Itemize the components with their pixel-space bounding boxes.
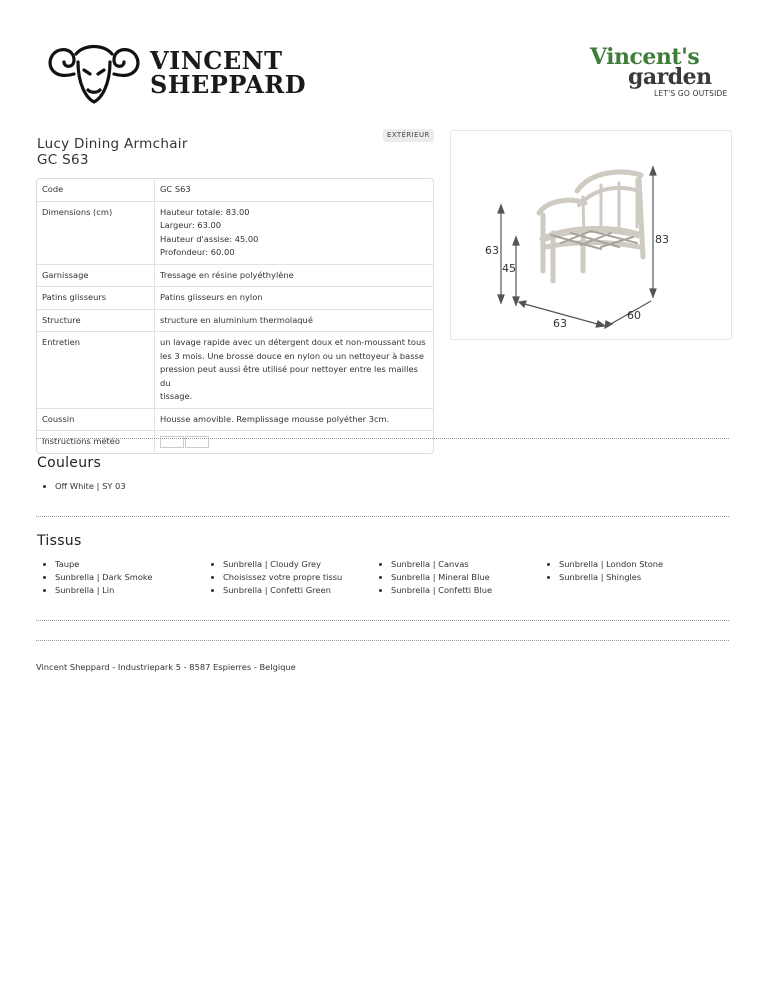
spec-value-line: Tressage en résine polyéthylène xyxy=(160,269,294,280)
spec-label: Code xyxy=(37,179,155,202)
spec-value xyxy=(155,332,433,409)
spec-value-line: un lavage rapide avec un détergent doux et non-moussant tous xyxy=(160,337,426,347)
fabric-item: • Sunbrella | Confetti Blue xyxy=(391,584,492,597)
fabric-item: • Choisissez votre propre tissu xyxy=(223,571,342,584)
fabric-item: • Sunbrella | Cloudy Grey xyxy=(223,558,342,571)
fabric-column xyxy=(37,558,153,597)
spec-value-line: Hauteur totale: 83.00 xyxy=(160,206,250,217)
spec-value xyxy=(155,409,433,432)
spec-label: Coussin xyxy=(37,409,155,432)
spec-label: Garnissage xyxy=(37,265,155,288)
dim-depth: 60 xyxy=(627,309,641,322)
brand-line-2: SHEPPARD xyxy=(150,70,307,99)
fabric-column xyxy=(205,558,342,597)
spec-row xyxy=(37,265,433,288)
garden-logo-line-2: garden xyxy=(628,64,712,90)
spec-row xyxy=(37,287,433,310)
product-title xyxy=(37,136,188,168)
ram-logo-icon xyxy=(44,40,144,106)
spec-value xyxy=(155,265,433,288)
spec-value-line: GC S63 xyxy=(160,184,191,194)
category-badge: EXTÉRIEUR xyxy=(383,129,434,142)
spec-label: Dimensions (cm) xyxy=(37,202,155,265)
spec-table xyxy=(36,178,434,454)
garden-logo-line-1: Vincent's xyxy=(590,44,700,70)
fabric-item: • Sunbrella | Shingles xyxy=(559,571,663,584)
spec-label: Patins glisseurs xyxy=(37,287,155,310)
separator xyxy=(36,438,729,439)
brand-line-1: VINCENT xyxy=(150,46,283,75)
spec-row xyxy=(37,431,433,453)
spec-row xyxy=(37,332,433,409)
vincent-sheppard-logo xyxy=(44,40,306,106)
footer-address: Vincent Sheppard - Industriepark 5 - 8587 Espierres - Belgique xyxy=(36,662,296,672)
garden-logo-tagline: LET'S GO OUTSIDE xyxy=(654,89,728,98)
colors-heading: Couleurs xyxy=(37,455,102,471)
product-image xyxy=(450,130,732,340)
spec-label: Instructions météo xyxy=(37,431,155,453)
spec-value xyxy=(155,431,433,453)
fabric-item: • Taupe xyxy=(55,558,153,571)
dim-width: 63 xyxy=(553,317,567,330)
spec-value-line: Patins glisseurs en nylon xyxy=(160,292,263,302)
spec-value-line: Hauteur d'assise: 45.00 xyxy=(160,233,259,244)
separator xyxy=(36,620,729,621)
spec-value-line: structure en aluminium thermolaqué xyxy=(160,314,313,325)
fabric-column xyxy=(373,558,492,597)
chair-illustration xyxy=(539,172,643,281)
spec-value-line: les 3 mois. Une brosse douce en nylon ou un nettoyeur à basse xyxy=(160,350,424,361)
fabric-column xyxy=(541,558,663,584)
fabric-item: • Sunbrella | Dark Smoke xyxy=(55,571,153,584)
spec-value xyxy=(155,287,433,310)
fabric-item: • Sunbrella | Canvas xyxy=(391,558,492,571)
spec-label: Structure xyxy=(37,310,155,333)
product-code: GC S63 xyxy=(37,152,89,168)
spec-value xyxy=(155,179,433,202)
fabric-item: • Sunbrella | Mineral Blue xyxy=(391,571,492,584)
dim-arm-height: 63 xyxy=(485,244,499,257)
fabric-item: • Sunbrella | Confetti Green xyxy=(223,584,342,597)
product-name: Lucy Dining Armchair xyxy=(37,136,188,152)
spec-value-line: tissage. xyxy=(160,391,193,401)
separator xyxy=(36,516,729,517)
spec-row xyxy=(37,202,433,265)
spec-label: Entretien xyxy=(37,332,155,409)
fabric-item: • Sunbrella | London Stone xyxy=(559,558,663,571)
separator xyxy=(36,640,729,641)
chair-dimension-drawing xyxy=(451,131,731,339)
fabric-item: • Sunbrella | Lin xyxy=(55,584,153,597)
dim-seat-height: 45 xyxy=(502,262,516,275)
spec-row xyxy=(37,409,433,432)
spec-value-line: Housse amovible. Remplissage mousse polyéther 3cm. xyxy=(160,413,390,424)
spec-value-line: Profondeur: 60.00 xyxy=(160,247,235,257)
brand-wordmark xyxy=(150,46,307,99)
color-item: • Off White | SY 03 xyxy=(55,480,126,493)
spec-row xyxy=(37,310,433,333)
spec-value xyxy=(155,202,433,265)
vincents-garden-logo xyxy=(590,44,730,100)
colors-list xyxy=(37,480,126,493)
spec-value-line: Largeur: 63.00 xyxy=(160,220,222,230)
dim-total-height: 83 xyxy=(655,233,669,246)
fabrics-heading: Tissus xyxy=(37,533,82,549)
spec-row xyxy=(37,179,433,202)
spec-value-line: pression peut aussi être utilisé pour nettoyer entre les mailles du xyxy=(160,364,418,388)
spec-value xyxy=(155,310,433,333)
